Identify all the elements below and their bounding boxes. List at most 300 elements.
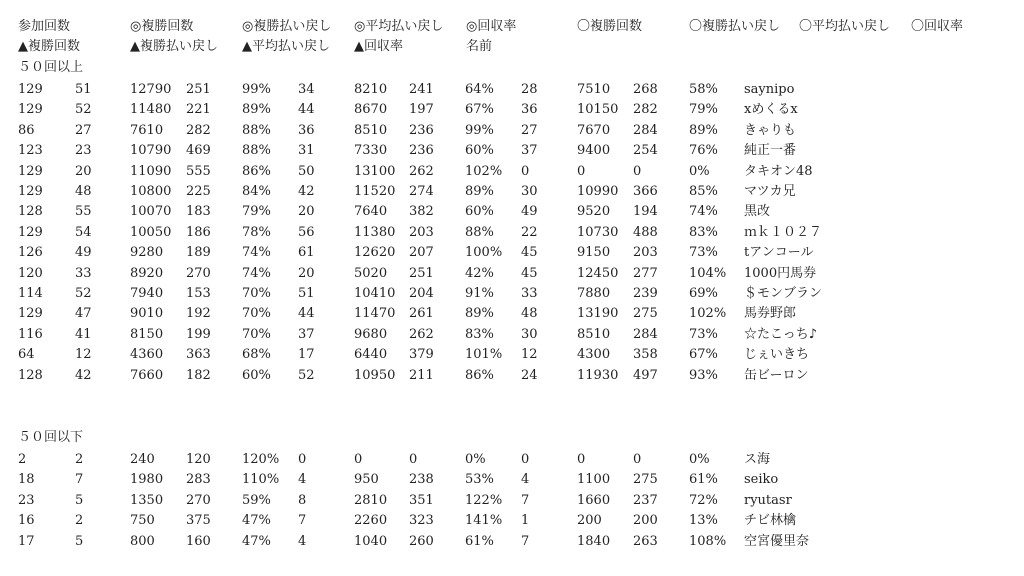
cell-circle-avg-payout: 284 [633, 122, 658, 138]
cell-circle-place-payout: 4300 [577, 347, 611, 363]
cell-double-circle-place-count: 5 [75, 492, 84, 508]
cell-circle-avg-payout: 203 [633, 245, 658, 261]
cell-triangle-return-rate: 102% [465, 163, 503, 179]
cell-circle-avg-payout: 263 [633, 533, 658, 549]
cell-double-circle-return-rate: 74% [242, 265, 271, 281]
cell-double-circle-place-payout: 8920 [130, 265, 164, 281]
cell-double-circle-place-payout: 11480 [130, 102, 172, 118]
cell-triangle-place-count: 50 [298, 163, 315, 179]
cell-triangle-place-payout: 11380 [354, 224, 396, 240]
cell-double-circle-place-payout: 10800 [130, 184, 172, 199]
cell-circle-place-payout: 10990 [577, 184, 619, 199]
cell-double-circle-avg-payout: 160 [186, 533, 211, 549]
cell-double-circle-return-rate: 89% [242, 102, 271, 118]
cell-triangle-avg-payout: 207 [409, 245, 434, 261]
cell-double-circle-avg-payout: 251 [186, 82, 211, 97]
cell-circle-return-rate: 76% [689, 143, 718, 159]
cell-double-circle-place-count: 49 [75, 245, 92, 261]
cell-participation-count: 116 [18, 326, 43, 342]
cell-circle-place-count: 4 [521, 472, 530, 488]
cell-triangle-place-payout: 5020 [354, 265, 388, 281]
cell-circle-return-rate: 89% [689, 122, 718, 138]
cell-circle-place-count: 37 [521, 143, 538, 159]
cell-triangle-place-payout: 9680 [354, 326, 388, 342]
cell-circle-place-count: 33 [521, 286, 538, 301]
cell-double-circle-place-payout: 8150 [130, 326, 164, 342]
cell-participation-count: 129 [18, 163, 43, 179]
cell-triangle-place-payout: 2260 [354, 513, 388, 529]
cell-triangle-avg-payout: 0 [409, 452, 418, 467]
table-row [0, 325, 1024, 345]
cell-double-circle-place-count: 2 [75, 513, 84, 529]
cell-double-circle-place-count: 52 [75, 102, 92, 118]
header-triangle-return-rate: ▲回収率 [354, 39, 403, 54]
header-triangle-place-payout: ▲複勝払い戻し [130, 39, 218, 54]
cell-triangle-return-rate: 141% [465, 513, 503, 529]
cell-triangle-place-count: 56 [298, 224, 315, 240]
cell-participation-count: 16 [18, 513, 35, 529]
cell-circle-avg-payout: 275 [633, 472, 658, 488]
cell-triangle-return-rate: 67% [465, 102, 494, 118]
cell-participation-count: 129 [18, 184, 43, 199]
cell-triangle-avg-payout: 197 [409, 102, 434, 118]
cell-name: 缶ビーロン [744, 367, 809, 383]
cell-double-circle-place-count: 5 [75, 533, 84, 549]
cell-circle-place-payout: 11930 [577, 367, 619, 383]
cell-name: 1000円馬券 [744, 265, 817, 281]
cell-double-circle-place-count: 54 [75, 224, 92, 240]
cell-triangle-place-count: 37 [298, 326, 315, 342]
cell-participation-count: 126 [18, 245, 43, 261]
cell-triangle-place-payout: 7330 [354, 143, 388, 159]
table-row [0, 470, 1024, 490]
cell-name: seiko [744, 472, 779, 488]
cell-triangle-return-rate: 89% [465, 306, 494, 322]
cell-double-circle-return-rate: 79% [242, 204, 271, 220]
cell-triangle-return-rate: 86% [465, 367, 494, 383]
cell-triangle-place-payout: 12620 [354, 245, 396, 261]
cell-circle-return-rate: 0% [689, 163, 710, 179]
cell-triangle-avg-payout: 262 [409, 163, 434, 179]
header-double-circle-place-count: ◎複勝回数 [130, 19, 194, 34]
table-row [0, 202, 1024, 222]
cell-participation-count: 123 [18, 143, 43, 159]
cell-triangle-return-rate: 42% [465, 265, 494, 281]
cell-double-circle-place-count: 41 [75, 326, 92, 342]
cell-double-circle-place-count: 33 [75, 265, 92, 281]
cell-triangle-place-payout: 11520 [354, 184, 396, 199]
table-row [0, 284, 1024, 304]
cell-triangle-return-rate: 100% [465, 245, 503, 261]
cell-double-circle-avg-payout: 555 [186, 163, 211, 179]
cell-double-circle-return-rate: 47% [242, 533, 271, 549]
cell-triangle-avg-payout: 211 [409, 367, 434, 383]
cell-circle-place-count: 12 [521, 347, 538, 363]
cell-triangle-place-payout: 10410 [354, 286, 396, 301]
cell-double-circle-return-rate: 84% [242, 184, 271, 199]
cell-double-circle-avg-payout: 221 [186, 102, 211, 118]
cell-name: xめくるx [744, 102, 798, 118]
cell-circle-place-count: 49 [521, 204, 538, 220]
cell-triangle-place-payout: 13100 [354, 163, 396, 179]
cell-circle-place-count: 1 [521, 513, 530, 529]
cell-circle-return-rate: 83% [689, 224, 718, 240]
cell-double-circle-place-count: 48 [75, 184, 92, 199]
section-label-row [0, 58, 1024, 78]
cell-triangle-place-payout: 1040 [354, 533, 388, 549]
cell-triangle-avg-payout: 238 [409, 472, 434, 488]
cell-circle-avg-payout: 284 [633, 326, 658, 342]
cell-name: 純正一番 [744, 143, 797, 159]
cell-triangle-avg-payout: 382 [409, 204, 434, 220]
cell-name: タキオン48 [744, 163, 813, 179]
cell-circle-place-count: 36 [521, 102, 538, 118]
cell-double-circle-return-rate: 110% [242, 472, 280, 488]
cell-double-circle-place-count: 52 [75, 286, 92, 301]
header-double-circle-avg-payout: ◎平均払い戻し [354, 19, 444, 34]
cell-double-circle-return-rate: 74% [242, 245, 271, 261]
cell-circle-place-payout: 13190 [577, 306, 619, 322]
cell-double-circle-place-count: 20 [75, 163, 92, 179]
table-row [0, 264, 1024, 284]
cell-circle-return-rate: 74% [689, 204, 718, 220]
cell-circle-place-payout: 1660 [577, 492, 611, 508]
cell-circle-place-count: 7 [521, 492, 530, 508]
cell-double-circle-place-payout: 10070 [130, 204, 172, 220]
cell-circle-avg-payout: 277 [633, 265, 658, 281]
cell-double-circle-avg-payout: 270 [186, 492, 211, 508]
header-circle-avg-payout: 〇平均払い戻し [799, 19, 891, 34]
cell-circle-return-rate: 73% [689, 245, 718, 261]
cell-double-circle-place-payout: 800 [130, 533, 155, 549]
cell-triangle-place-payout: 11470 [354, 306, 396, 322]
cell-double-circle-return-rate: 88% [242, 143, 271, 159]
cell-triangle-avg-payout: 274 [409, 184, 434, 199]
header-triangle-place-count: ▲複勝回数 [18, 39, 80, 54]
cell-circle-avg-payout: 268 [633, 82, 658, 97]
cell-participation-count: 64 [18, 347, 35, 363]
cell-participation-count: 120 [18, 265, 43, 281]
cell-triangle-avg-payout: 241 [409, 82, 434, 97]
cell-double-circle-avg-payout: 192 [186, 306, 211, 322]
cell-triangle-avg-payout: 236 [409, 143, 434, 159]
cell-double-circle-place-count: 51 [75, 82, 92, 97]
cell-triangle-return-rate: 53% [465, 472, 494, 488]
cell-circle-avg-payout: 0 [633, 163, 642, 179]
cell-circle-return-rate: 67% [689, 347, 718, 363]
cell-circle-return-rate: 58% [689, 82, 718, 97]
cell-circle-place-payout: 0 [577, 163, 586, 179]
cell-circle-place-count: 28 [521, 82, 538, 97]
cell-participation-count: 18 [18, 472, 35, 488]
cell-circle-place-count: 7 [521, 533, 530, 549]
table-row [0, 121, 1024, 141]
cell-name: ス海 [744, 452, 771, 467]
cell-double-circle-place-count: 27 [75, 122, 92, 138]
cell-name: tアンコール [744, 245, 814, 261]
cell-circle-place-count: 0 [521, 163, 530, 179]
cell-circle-return-rate: 102% [689, 306, 727, 322]
cell-circle-place-payout: 10150 [577, 102, 619, 118]
cell-circle-place-count: 45 [521, 265, 538, 281]
cell-triangle-place-count: 36 [298, 122, 315, 138]
cell-triangle-place-payout: 8670 [354, 102, 388, 118]
cell-name: きゃりも [744, 122, 797, 138]
cell-participation-count: 114 [18, 286, 43, 301]
cell-circle-return-rate: 79% [689, 102, 718, 118]
cell-circle-place-count: 30 [521, 326, 538, 342]
cell-double-circle-place-payout: 7940 [130, 286, 164, 301]
cell-triangle-place-payout: 7640 [354, 204, 388, 220]
cell-triangle-place-payout: 8210 [354, 82, 388, 97]
cell-double-circle-place-payout: 1980 [130, 472, 164, 488]
cell-triangle-place-count: 44 [298, 102, 315, 118]
cell-circle-return-rate: 93% [689, 367, 718, 383]
table-row [0, 511, 1024, 531]
cell-circle-avg-payout: 366 [633, 184, 658, 199]
cell-double-circle-place-count: 47 [75, 306, 92, 322]
section-label-50-or-less: ５０回以下 [18, 430, 84, 445]
cell-circle-place-count: 0 [521, 452, 530, 467]
cell-circle-return-rate: 73% [689, 326, 718, 342]
cell-double-circle-avg-payout: 199 [186, 326, 211, 342]
table-row [0, 532, 1024, 552]
cell-circle-place-count: 27 [521, 122, 538, 138]
cell-participation-count: 2 [18, 452, 27, 467]
cell-participation-count: 129 [18, 82, 43, 97]
cell-triangle-return-rate: 83% [465, 326, 494, 342]
cell-name: saynipo [744, 82, 795, 97]
cell-name: じぇいきち [744, 347, 810, 363]
cell-double-circle-avg-payout: 186 [186, 224, 211, 240]
header-circle-return-rate: 〇回収率 [911, 19, 964, 34]
header-triangle-avg-payout: ▲平均払い戻し [242, 39, 330, 54]
cell-circle-place-payout: 7670 [577, 122, 611, 138]
table-row [0, 80, 1024, 100]
cell-participation-count: 129 [18, 102, 43, 118]
cell-double-circle-place-payout: 10790 [130, 143, 172, 159]
cell-double-circle-place-count: 12 [75, 347, 92, 363]
cell-participation-count: 17 [18, 533, 35, 549]
cell-circle-place-count: 45 [521, 245, 538, 261]
cell-double-circle-place-count: 42 [75, 367, 92, 383]
cell-name: マツカ兄 [744, 184, 796, 199]
cell-name: 黒改 [744, 204, 771, 220]
cell-triangle-place-count: 51 [298, 286, 315, 301]
header-circle-place-payout: 〇複勝払い戻し [689, 19, 781, 34]
cell-circle-avg-payout: 497 [633, 367, 658, 383]
cell-triangle-place-payout: 6440 [354, 347, 388, 363]
cell-double-circle-place-count: 7 [75, 472, 84, 488]
cell-triangle-place-count: 44 [298, 306, 315, 322]
cell-circle-avg-payout: 237 [633, 492, 658, 508]
cell-triangle-avg-payout: 351 [409, 492, 434, 508]
cell-double-circle-return-rate: 120% [242, 452, 280, 467]
table-row [0, 304, 1024, 324]
cell-circle-place-payout: 200 [577, 513, 602, 529]
cell-triangle-avg-payout: 262 [409, 326, 434, 342]
cell-triangle-return-rate: 60% [465, 143, 494, 159]
cell-triangle-place-count: 8 [298, 492, 307, 508]
cell-participation-count: 128 [18, 204, 43, 220]
cell-triangle-return-rate: 89% [465, 184, 494, 199]
cell-name: ryutasr [744, 492, 792, 508]
cell-circle-avg-payout: 282 [633, 102, 658, 118]
cell-triangle-place-payout: 2810 [354, 492, 388, 508]
table-row [0, 141, 1024, 161]
cell-triangle-place-count: 52 [298, 367, 315, 383]
cell-circle-avg-payout: 200 [633, 513, 658, 529]
cell-double-circle-return-rate: 70% [242, 286, 271, 301]
cell-triangle-place-count: 7 [298, 513, 307, 529]
cell-circle-avg-payout: 358 [633, 347, 658, 363]
cell-double-circle-place-payout: 1350 [130, 492, 164, 508]
cell-circle-place-payout: 1100 [577, 472, 611, 488]
cell-circle-avg-payout: 0 [633, 452, 642, 467]
cell-circle-avg-payout: 194 [633, 204, 658, 220]
cell-circle-place-count: 30 [521, 184, 538, 199]
cell-double-circle-place-payout: 12790 [130, 82, 172, 97]
cell-triangle-avg-payout: 251 [409, 265, 434, 281]
cell-double-circle-return-rate: 86% [242, 163, 271, 179]
cell-double-circle-return-rate: 59% [242, 492, 271, 508]
cell-triangle-place-count: 17 [298, 347, 315, 363]
cell-circle-return-rate: 61% [689, 472, 718, 488]
cell-double-circle-avg-payout: 270 [186, 265, 211, 281]
cell-double-circle-place-count: 23 [75, 143, 92, 159]
cell-double-circle-avg-payout: 283 [186, 472, 211, 488]
cell-triangle-return-rate: 99% [465, 122, 494, 138]
cell-triangle-return-rate: 64% [465, 82, 494, 97]
cell-triangle-avg-payout: 203 [409, 224, 434, 240]
cell-triangle-return-rate: 60% [465, 204, 494, 220]
table-row [0, 223, 1024, 243]
cell-circle-place-payout: 1840 [577, 533, 611, 549]
cell-circle-return-rate: 85% [689, 184, 718, 199]
cell-double-circle-place-count: 2 [75, 452, 84, 467]
cell-triangle-return-rate: 101% [465, 347, 503, 363]
cell-double-circle-avg-payout: 153 [186, 286, 211, 301]
cell-circle-avg-payout: 239 [633, 286, 658, 301]
cell-circle-place-payout: 9520 [577, 204, 611, 220]
cell-double-circle-avg-payout: 189 [186, 245, 211, 261]
cell-double-circle-place-payout: 7660 [130, 367, 164, 383]
cell-triangle-avg-payout: 379 [409, 347, 434, 363]
cell-triangle-return-rate: 122% [465, 492, 503, 508]
cell-triangle-avg-payout: 204 [409, 286, 434, 301]
cell-circle-place-payout: 9400 [577, 143, 611, 159]
cell-triangle-avg-payout: 323 [409, 513, 434, 529]
cell-circle-return-rate: 0% [689, 452, 710, 467]
cell-triangle-place-count: 34 [298, 82, 315, 97]
header-name: 名前 [466, 39, 493, 54]
header-circle-place-count: 〇複勝回数 [577, 19, 643, 34]
cell-participation-count: 128 [18, 367, 43, 383]
table-row [0, 100, 1024, 120]
cell-triangle-place-payout: 10950 [354, 367, 396, 383]
table-row [0, 182, 1024, 202]
cell-double-circle-place-payout: 9010 [130, 306, 164, 322]
cell-triangle-place-count: 4 [298, 472, 307, 488]
cell-double-circle-return-rate: 70% [242, 306, 271, 322]
cell-double-circle-place-count: 55 [75, 204, 92, 220]
cell-triangle-avg-payout: 261 [409, 306, 434, 322]
table-row [0, 450, 1024, 470]
cell-circle-place-count: 48 [521, 306, 538, 322]
table-row [0, 491, 1024, 511]
table-row [0, 345, 1024, 365]
cell-triangle-place-count: 4 [298, 533, 307, 549]
cell-circle-place-payout: 8510 [577, 326, 611, 342]
cell-circle-avg-payout: 275 [633, 306, 658, 322]
cell-circle-place-payout: 10730 [577, 224, 619, 240]
header-row-1 [0, 17, 1024, 37]
cell-triangle-place-payout: 950 [354, 472, 379, 488]
cell-circle-return-rate: 108% [689, 533, 727, 549]
cell-circle-return-rate: 13% [689, 513, 718, 529]
cell-double-circle-return-rate: 70% [242, 326, 271, 342]
cell-triangle-place-count: 20 [298, 204, 315, 220]
cell-double-circle-place-payout: 7610 [130, 122, 164, 138]
cell-circle-place-count: 24 [521, 367, 538, 383]
cell-double-circle-place-payout: 11090 [130, 163, 172, 179]
cell-double-circle-avg-payout: 183 [186, 204, 211, 220]
cell-circle-place-payout: 12450 [577, 265, 619, 281]
cell-double-circle-avg-payout: 282 [186, 122, 211, 138]
section-label-50-or-more: ５０回以上 [18, 60, 84, 75]
table-row [0, 243, 1024, 263]
cell-triangle-place-count: 20 [298, 265, 315, 281]
cell-triangle-place-payout: 8510 [354, 122, 388, 138]
cell-triangle-place-count: 31 [298, 143, 315, 159]
cell-double-circle-return-rate: 78% [242, 224, 271, 240]
cell-double-circle-avg-payout: 375 [186, 513, 211, 529]
cell-name: ｍｋ１０２７ [744, 224, 823, 240]
cell-circle-place-payout: 0 [577, 452, 586, 467]
cell-circle-return-rate: 104% [689, 265, 727, 281]
cell-circle-avg-payout: 488 [633, 224, 658, 240]
cell-triangle-place-count: 0 [298, 452, 307, 467]
table-row [0, 162, 1024, 182]
cell-double-circle-return-rate: 68% [242, 347, 271, 363]
header-participation-count: 参加回数 [18, 19, 71, 34]
cell-triangle-return-rate: 0% [465, 452, 486, 467]
cell-double-circle-return-rate: 99% [242, 82, 271, 97]
cell-participation-count: 23 [18, 492, 35, 508]
cell-triangle-avg-payout: 236 [409, 122, 434, 138]
cell-participation-count: 129 [18, 224, 43, 240]
cell-double-circle-return-rate: 88% [242, 122, 271, 138]
cell-double-circle-avg-payout: 469 [186, 143, 211, 159]
cell-circle-return-rate: 69% [689, 286, 718, 301]
cell-triangle-place-payout: 0 [354, 452, 363, 467]
cell-double-circle-place-payout: 9280 [130, 245, 164, 261]
cell-circle-avg-payout: 254 [633, 143, 658, 159]
cell-participation-count: 86 [18, 122, 35, 138]
cell-double-circle-return-rate: 60% [242, 367, 271, 383]
header-double-circle-place-payout: ◎複勝払い戻し [242, 19, 332, 34]
cell-double-circle-avg-payout: 182 [186, 367, 211, 383]
cell-participation-count: 129 [18, 306, 43, 322]
cell-circle-place-count: 22 [521, 224, 538, 240]
cell-triangle-return-rate: 91% [465, 286, 494, 301]
cell-triangle-return-rate: 61% [465, 533, 494, 549]
cell-triangle-place-count: 61 [298, 245, 315, 261]
cell-name: 馬券野郎 [744, 306, 797, 322]
cell-name: チビ林檎 [744, 513, 797, 529]
cell-double-circle-avg-payout: 363 [186, 347, 211, 363]
table-row [0, 366, 1024, 386]
